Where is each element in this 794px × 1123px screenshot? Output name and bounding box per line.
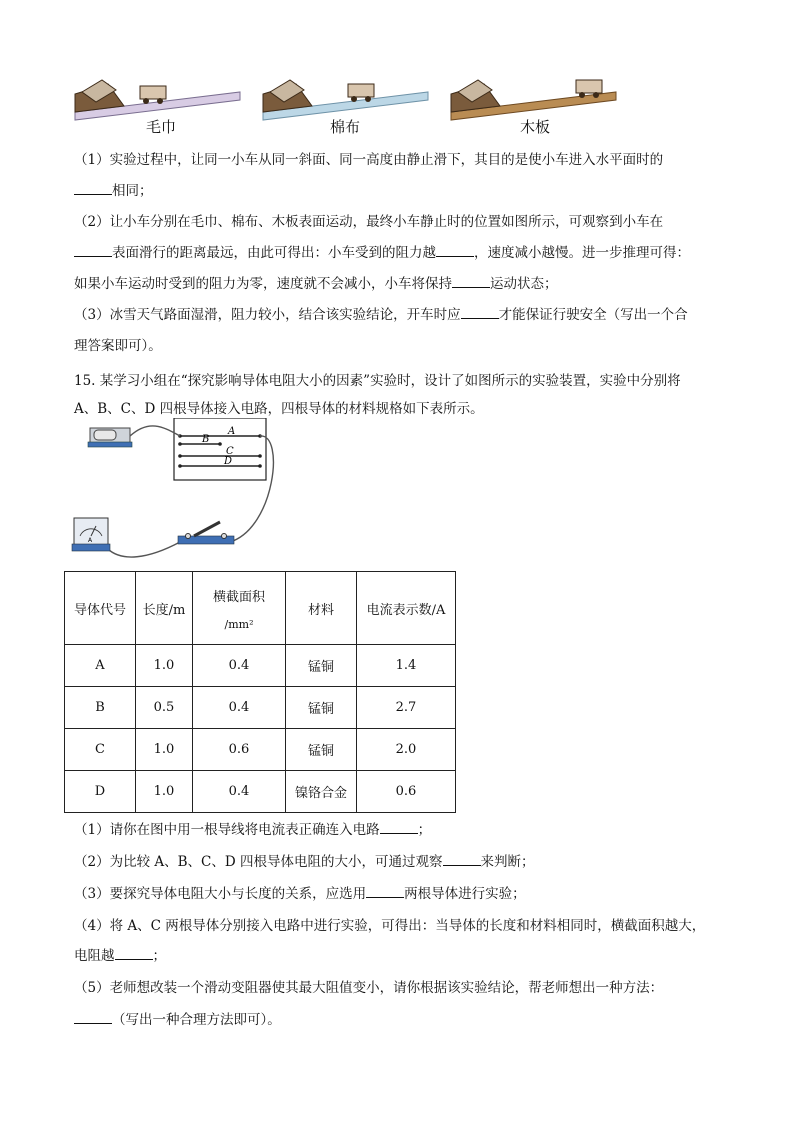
- wire-label-b: B: [202, 434, 210, 445]
- wire-label-d: D: [224, 456, 233, 467]
- q14-part3-line2: 理答案即可）。: [74, 338, 162, 354]
- q15-part1: （1）请你在图中用一根导线将电流表正确连入电路 ；: [74, 822, 432, 838]
- q15-part5-line1: （5）老师想改装一个滑动变阻器使其最大阻值变小，请你根据该实验结论，帮老师想出一种方法：: [74, 980, 664, 996]
- battery-icon: [88, 428, 132, 447]
- answer-blank[interactable]: [115, 947, 153, 960]
- conductor-table: [64, 571, 456, 813]
- q14-part2-line2: 表面滑行的距离最远，由此可得出：小车受到的阻力越 ，速度减小越慢。进一步推理可得：: [74, 244, 690, 262]
- svg-text:A: A: [88, 537, 93, 544]
- cotton-caption: 棉布: [330, 118, 361, 136]
- towel-setup: [75, 80, 240, 120]
- answer-blank[interactable]: [74, 182, 112, 195]
- answer-blank[interactable]: [74, 1011, 112, 1024]
- q14-part1-line2: 相同；: [74, 182, 153, 200]
- table-row: D 1.0 0.4 镍铬合金 0.6: [65, 771, 456, 813]
- answer-blank[interactable]: [443, 853, 481, 866]
- switch-icon: [178, 522, 234, 544]
- wire-label-a: A: [228, 426, 236, 437]
- table-header-row: 导体代号 长度/m 横截面积 /mm² 材料 电流表示数/A: [65, 572, 456, 645]
- q14-part2-line3: 如果小车运动时受到的阻力为零，速度就不会减小，小车将保持 运动状态；: [74, 276, 558, 292]
- q14-part3-line1: （3）冰雪天气路面湿滑，阻力较小，结合该实验结论，开车时应 才能保证行驶安全（写出一个合: [74, 307, 688, 323]
- answer-blank[interactable]: [366, 885, 404, 898]
- answer-blank[interactable]: [436, 244, 474, 257]
- board-caption: 木板: [520, 118, 551, 136]
- table-row: C 1.0 0.6 锰铜 2.0: [65, 729, 456, 771]
- q14-part2-line1: （2）让小车分别在毛巾、棉布、木板表面运动，最终小车静止时的位置如图所示，可观察到小车在: [74, 214, 664, 230]
- q15-part4-line2: 电阻越 ；: [74, 948, 166, 964]
- conductor-board: [174, 418, 266, 480]
- ammeter-icon: [72, 518, 110, 551]
- towel-caption: 毛巾: [146, 118, 177, 136]
- table-row: A 1.0 0.4 锰铜 1.4: [65, 645, 456, 687]
- q15-part4-line1: （4）将 A、C 两根导体分别接入电路中进行实验，可得出：当导体的长度和材料相同时，横截面积越大，: [74, 918, 706, 934]
- answer-blank[interactable]: [74, 244, 112, 257]
- q15-intro-line1: 15. 某学习小组在“探究影响导体电阻大小的因素”实验时，设计了如图所示的实验装置，实验中分别将: [74, 373, 681, 389]
- q15-part3: （3）要探究导体电阻大小与长度的关系，应选用 两根导体进行实验；: [74, 886, 526, 902]
- q14-part1-line1: （1）实验过程中，让同一小车从同一斜面、同一高度由静止滑下，其目的是使小车进入水平面时的: [74, 152, 664, 168]
- answer-blank[interactable]: [380, 821, 418, 834]
- cotton-setup: [263, 80, 428, 120]
- table-row: B 0.5 0.4 锰铜 2.7: [65, 687, 456, 729]
- wire-label-c: C: [226, 446, 234, 457]
- answer-blank[interactable]: [452, 275, 490, 288]
- q15-part2: （2）为比较 A、B、C、D 四根导体电阻的大小，可通过观察 来判断；: [74, 854, 535, 870]
- circuit-figure: [60, 418, 360, 568]
- q15-intro-line2: A、B、C、D 四根导体接入电路，四根导体的材料规格如下表所示。: [74, 401, 484, 417]
- q15-part5-line2: （写出一种合理方法即可）。: [74, 1011, 281, 1029]
- answer-blank[interactable]: [461, 306, 499, 319]
- board-setup: [451, 80, 616, 120]
